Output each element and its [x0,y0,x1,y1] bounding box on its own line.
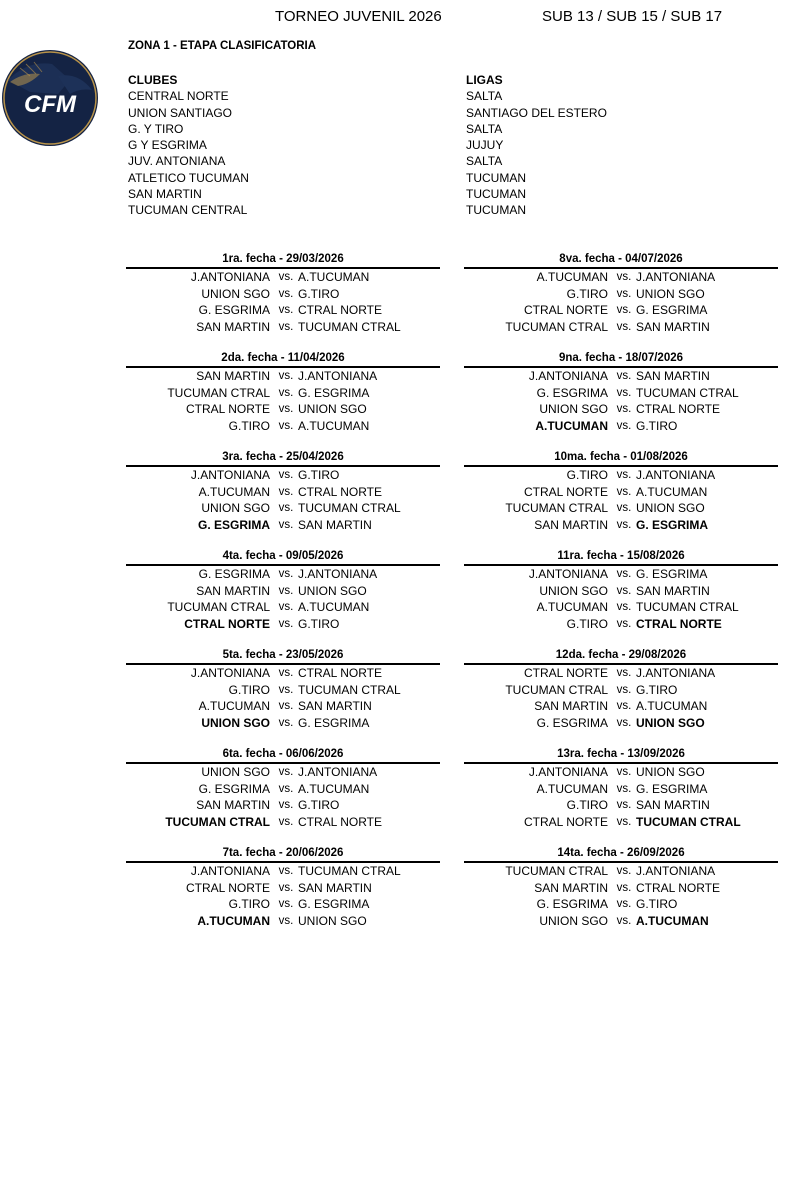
home-team: J.ANTONIANA [528,369,608,383]
match-row [464,484,778,501]
match-row [464,302,778,319]
fecha-block [126,351,440,434]
away-team: G. ESGRIMA [636,567,708,581]
away-team: CTRAL NORTE [636,402,721,416]
vs-label: vs. [616,271,632,283]
match-row [464,286,778,303]
home-team: SAN MARTIN [534,517,608,532]
clubes-header: CLUBES [128,73,178,87]
home-team: CTRAL NORTE [523,303,608,317]
away-team: G. ESGRIMA [298,385,370,400]
match-row [126,913,440,930]
fecha-title: 8va. fecha - 04/07/2026 [559,253,683,265]
away-team: J.ANTONIANA [636,666,716,680]
home-team: J.ANTONIANA [528,567,608,581]
match-row [126,302,440,319]
match-row [464,863,778,880]
fecha-block [126,549,440,632]
home-team: UNION SGO [539,583,608,598]
fecha-title: 13ra. fecha - 13/09/2026 [557,748,685,760]
match-row [126,467,440,484]
away-team: TUCUMAN CTRAL [636,814,741,829]
vs-label: vs. [278,766,294,778]
match-row [126,797,440,814]
liga-name: SALTA [466,154,503,169]
fecha-block [464,351,778,434]
vs-label: vs. [616,568,632,580]
home-team: G. ESGRIMA [198,303,270,317]
vs-label: vs. [616,815,632,828]
home-team: TUCUMAN CTRAL [505,501,608,515]
away-team: J.ANTONIANA [298,369,378,383]
home-team: SAN MARTIN [534,880,608,895]
match-row [126,269,440,286]
home-team: A.TUCUMAN [198,484,270,499]
vs-label: vs. [278,518,294,531]
vs-label: vs. [616,667,632,679]
fecha-title: 10ma. fecha - 01/08/2026 [554,451,688,463]
away-team: J.ANTONIANA [636,468,716,482]
vs-label: vs. [616,304,632,316]
home-team: G. ESGRIMA [536,385,608,400]
match-row [126,385,440,402]
match-row [126,698,440,715]
away-team: G.TIRO [636,897,678,911]
match-row [126,880,440,897]
fecha-block [126,450,440,533]
home-team: G. ESGRIMA [197,517,270,532]
fecha-block [464,450,778,533]
liga-name: TUCUMAN [466,187,526,202]
home-team: A.TUCUMAN [198,699,270,713]
vs-label: vs. [278,271,294,283]
fecha-block [464,747,778,830]
match-row [464,797,778,814]
fecha-title: 5ta. fecha - 23/05/2026 [222,649,344,661]
ligas-header: LIGAS [466,73,503,87]
home-team: CTRAL NORTE [184,616,270,631]
match-row [126,764,440,781]
match-row [126,368,440,385]
away-team: CTRAL NORTE [298,666,383,680]
home-team: CTRAL NORTE [523,666,608,680]
fecha-title: 3ra. fecha - 25/04/2026 [222,451,344,463]
away-team: TUCUMAN CTRAL [298,864,401,878]
home-team: TUCUMAN CTRAL [167,385,270,400]
vs-label: vs. [616,403,632,415]
match-row [126,682,440,699]
match-row [464,599,778,616]
vs-label: vs. [278,700,294,712]
away-team: J.ANTONIANA [636,864,716,878]
club-name: ATLETICO TUCUMAN [128,170,249,185]
away-team: CTRAL NORTE [636,616,722,631]
match-row [126,616,440,633]
club-name: G. Y TIRO [128,121,184,136]
away-team: G.TIRO [636,682,678,697]
home-team: A.TUCUMAN [536,781,608,796]
away-team: UNION SGO [636,286,705,301]
vs-label: vs. [278,617,294,630]
home-team: SAN MARTIN [534,699,608,713]
fecha-title: 6ta. fecha - 06/06/2026 [222,748,344,760]
match-row [464,368,778,385]
home-team: CTRAL NORTE [185,880,270,895]
away-team: J.ANTONIANA [298,765,378,779]
home-team: CTRAL NORTE [185,402,270,416]
home-team: SAN MARTIN [196,319,270,334]
fecha-title: 7ta. fecha - 20/06/2026 [222,847,344,859]
home-team: SAN MARTIN [196,369,270,383]
home-team: UNION SGO [539,913,608,928]
fecha-block [464,252,778,335]
away-team: G.TIRO [298,798,340,812]
vs-label: vs. [278,865,294,877]
club-name: SAN MARTIN [128,187,202,202]
away-team: G.TIRO [298,616,340,631]
match-row [464,566,778,583]
home-team: TUCUMAN CTRAL [167,600,270,614]
home-team: G.TIRO [566,286,608,301]
home-team: J.ANTONIANA [190,270,270,284]
away-team: SAN MARTIN [298,699,372,713]
home-team: G.TIRO [566,798,608,812]
vs-label: vs. [278,914,294,927]
away-team: G.TIRO [298,468,340,482]
match-row [126,500,440,517]
vs-label: vs. [278,815,294,828]
away-team: G. ESGRIMA [636,781,708,796]
match-row [464,814,778,831]
away-team: A.TUCUMAN [636,913,709,928]
vs-label: vs. [278,601,294,613]
vs-label: vs. [616,683,632,696]
clubes-column [128,72,249,219]
home-team: A.TUCUMAN [535,418,608,433]
vs-label: vs. [278,304,294,316]
home-team: G.TIRO [566,616,608,631]
club-name: G Y ESGRIMA [128,138,207,153]
match-row [126,401,440,418]
club-name: TUCUMAN CENTRAL [128,203,248,218]
match-row [126,599,440,616]
liga-name: SALTA [466,121,503,136]
vs-label: vs. [616,502,632,514]
fecha-block [126,747,440,830]
match-row [464,583,778,600]
home-team: CTRAL NORTE [523,484,608,499]
home-team: UNION SGO [539,402,608,416]
vs-label: vs. [278,683,294,696]
match-row [464,781,778,798]
home-team: UNION SGO [201,765,270,779]
away-team: CTRAL NORTE [298,814,383,829]
home-team: G.TIRO [228,418,270,433]
away-team: G. ESGRIMA [298,897,370,911]
match-row [126,418,440,435]
vs-label: vs. [616,419,632,432]
fecha-block [126,252,440,335]
away-team: UNION SGO [636,501,705,515]
vs-label: vs. [278,667,294,679]
away-team: CTRAL NORTE [636,880,721,895]
away-team: SAN MARTIN [636,798,710,812]
cfm-logo-mark [0,50,104,146]
match-row [464,269,778,286]
fecha-block [464,846,778,929]
match-row [126,781,440,798]
vs-label: vs. [278,386,294,399]
fecha-title: 14ta. fecha - 26/09/2026 [557,847,685,859]
home-team: CTRAL NORTE [523,814,608,829]
away-team: TUCUMAN CTRAL [298,319,401,334]
home-team: SAN MARTIN [196,798,270,812]
home-team: TUCUMAN CTRAL [505,864,608,878]
home-team: UNION SGO [201,715,270,730]
club-name: CENTRAL NORTE [128,89,229,104]
away-team: J.ANTONIANA [636,270,716,284]
home-team: UNION SGO [201,286,270,301]
vs-label: vs. [616,469,632,481]
vs-label: vs. [616,584,632,597]
match-row [126,319,440,336]
vs-label: vs. [278,881,294,894]
vs-label: vs. [278,485,294,498]
cfm-logo [0,50,104,146]
away-team: UNION SGO [298,913,367,928]
tournament-title: TORNEO JUVENIL 2026 [275,8,442,25]
home-team: UNION SGO [201,501,270,515]
svg-text:CFM: CFM [24,91,76,118]
vs-label: vs. [278,370,294,382]
fecha-title: 1ra. fecha - 29/03/2026 [222,253,344,265]
away-team: A.TUCUMAN [298,781,370,796]
match-row [464,698,778,715]
club-name: UNION SANTIAGO [128,105,233,120]
match-row [126,286,440,303]
match-row [126,896,440,913]
liga-name: TUCUMAN [466,170,526,185]
vs-label: vs. [616,601,632,613]
fecha-title: 12da. fecha - 29/08/2026 [555,649,687,661]
match-row [126,715,440,732]
away-team: G. ESGRIMA [636,517,709,532]
fecha-title: 9na. fecha - 18/07/2026 [558,352,684,364]
match-row [126,583,440,600]
match-row [464,913,778,930]
match-row [126,566,440,583]
vs-label: vs. [616,617,632,630]
fecha-block [464,549,778,632]
home-team: SAN MARTIN [196,583,270,598]
match-row [464,616,778,633]
club-name: JUV. ANTONIANA [128,154,226,169]
liga-name: SANTIAGO DEL ESTERO [466,105,607,120]
vs-label: vs. [616,700,632,712]
away-team: UNION SGO [298,583,367,598]
vs-label: vs. [278,287,294,300]
away-team: G. ESGRIMA [636,303,708,317]
match-row [464,319,778,336]
away-team: TUCUMAN CTRAL [636,385,739,400]
match-row [126,863,440,880]
home-team: G.TIRO [228,682,270,697]
away-team: UNION SGO [636,765,705,779]
vs-label: vs. [616,485,632,498]
vs-label: vs. [616,865,632,877]
away-team: A.TUCUMAN [298,418,370,433]
away-team: SAN MARTIN [636,319,710,334]
vs-label: vs. [278,898,294,910]
vs-label: vs. [616,518,632,531]
home-team: J.ANTONIANA [190,468,270,482]
vs-label: vs. [278,799,294,811]
match-row [126,517,440,534]
liga-name: JUJUY [466,138,504,153]
away-team: TUCUMAN CTRAL [298,682,401,697]
zona-title: ZONA 1 - ETAPA CLASIFICATORIA [128,40,317,52]
match-row [464,880,778,897]
home-team: J.ANTONIANA [528,765,608,779]
vs-label: vs. [278,469,294,481]
away-team: A.TUCUMAN [298,270,370,284]
vs-label: vs. [616,320,632,333]
vs-label: vs. [278,716,294,729]
match-row [464,418,778,435]
vs-label: vs. [278,584,294,597]
home-team: TUCUMAN CTRAL [505,319,608,334]
match-row [464,764,778,781]
vs-label: vs. [616,370,632,382]
vs-label: vs. [616,716,632,729]
home-team: A.TUCUMAN [197,913,270,928]
vs-label: vs. [278,502,294,514]
vs-label: vs. [616,914,632,927]
match-row [464,517,778,534]
vs-label: vs. [616,386,632,399]
ligas-column [466,72,607,219]
away-team: UNION SGO [298,402,367,416]
match-row [464,896,778,913]
vs-label: vs. [278,419,294,432]
away-team: SAN MARTIN [636,583,710,598]
away-team: A.TUCUMAN [636,484,708,499]
fecha-block [464,648,778,731]
fecha-title: 2da. fecha - 11/04/2026 [221,352,345,364]
home-team: J.ANTONIANA [190,666,270,680]
home-team: G. ESGRIMA [198,781,270,796]
match-row [126,665,440,682]
home-team: A.TUCUMAN [536,600,608,614]
home-team: G.TIRO [228,897,270,911]
match-row [126,814,440,831]
match-row [464,385,778,402]
match-row [464,500,778,517]
away-team: A.TUCUMAN [636,699,708,713]
home-team: TUCUMAN CTRAL [505,682,608,697]
away-team: SAN MARTIN [298,880,372,895]
match-row [464,682,778,699]
away-team: J.ANTONIANA [298,567,378,581]
vs-label: vs. [616,766,632,778]
match-row [126,484,440,501]
liga-name: TUCUMAN [466,203,526,218]
fecha-block [126,846,440,929]
home-team: G. ESGRIMA [536,715,608,730]
match-row [464,715,778,732]
match-row [464,401,778,418]
vs-label: vs. [616,898,632,910]
away-team: G.TIRO [636,418,678,433]
home-team: J.ANTONIANA [190,864,270,878]
away-team: CTRAL NORTE [298,484,383,499]
home-team: G.TIRO [566,468,608,482]
away-team: TUCUMAN CTRAL [298,501,401,515]
vs-label: vs. [616,799,632,811]
away-team: TUCUMAN CTRAL [636,600,739,614]
vs-label: vs. [278,782,294,795]
home-team: G. ESGRIMA [536,897,608,911]
match-row [464,665,778,682]
vs-label: vs. [278,403,294,415]
fecha-block [126,648,440,731]
away-team: CTRAL NORTE [298,303,383,317]
fecha-title: 11ra. fecha - 15/08/2026 [557,550,685,562]
vs-label: vs. [616,881,632,894]
away-team: UNION SGO [636,715,705,730]
vs-label: vs. [278,320,294,333]
home-team: G. ESGRIMA [198,567,270,581]
home-team: TUCUMAN CTRAL [165,814,270,829]
away-team: G.TIRO [298,286,340,301]
away-team: A.TUCUMAN [298,600,370,614]
categories-label: SUB 13 / SUB 15 / SUB 17 [542,8,723,25]
home-team: A.TUCUMAN [536,270,608,284]
away-team: G. ESGRIMA [298,715,370,730]
liga-name: SALTA [466,89,503,104]
fecha-title: 4ta. fecha - 09/05/2026 [222,550,344,562]
vs-label: vs. [278,568,294,580]
match-row [464,467,778,484]
vs-label: vs. [616,782,632,795]
away-team: SAN MARTIN [636,369,710,383]
away-team: SAN MARTIN [298,517,372,532]
vs-label: vs. [616,287,632,300]
